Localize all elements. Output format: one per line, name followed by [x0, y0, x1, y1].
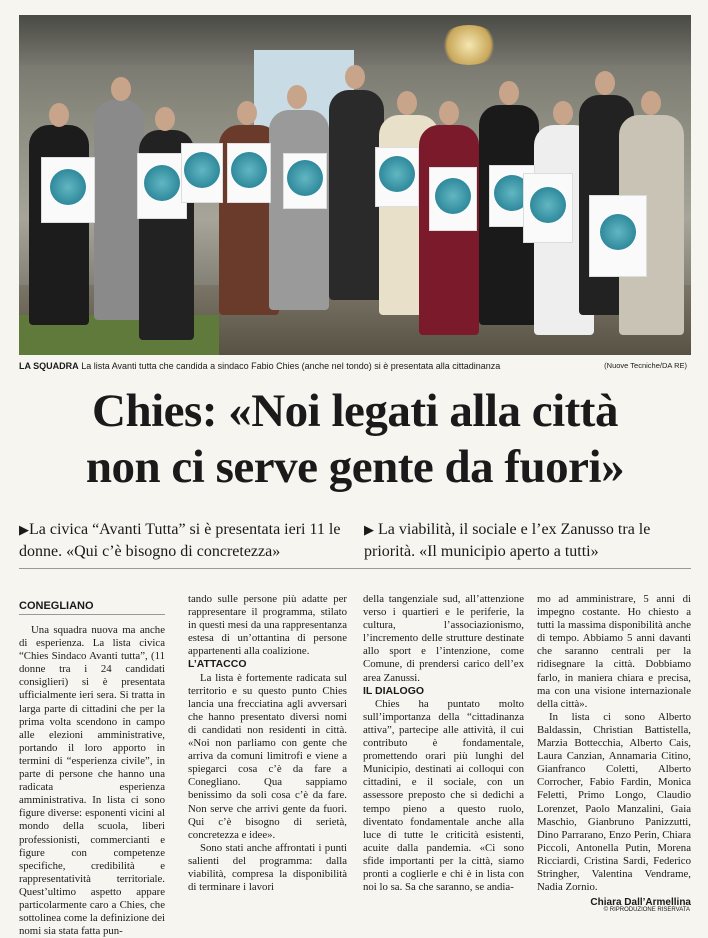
person-head [595, 71, 615, 95]
paragraph: Chies ha puntato molto sull’importanza della “cittadinanza attiva”, partecipe alle attività, il cui contributo è fondamentale, promettendo orari più lunghi del Municipio, destinati ai colloqui con cittadini, e il sociale, con un assessore preposto che si dedichi a tempo pieno a questo ruolo, diventato fondamentale anche alla luce di tutte le criticità esistenti, acuite dalla pandemia. «Ci sono sfide importanti per la città, siamo pronti a coglierle e chi è in lista con noi lo sa. Sa che saranno, se andia- [363, 697, 524, 894]
paragraph: tando sulle persone più adatte per rappresentare il programma, stilato in questi mesi da una rappresentanza estesa di un’ottantina di persone appartenenti alla coalizione. [188, 593, 347, 658]
subheading-left [19, 519, 354, 563]
article-column-4 [537, 593, 691, 909]
paragraph: Una squadra nuova ma anche di esperienza. La lista civica “Chies Sindaco Avanti tutta”, (11 donne tra i 24 candidati consiglieri) si è presentata ufficialmente ieri sera. Si tratta in larga parte di cittadini che per la prima volta scendono in campo alle elezioni amministrative, portando il loro apporto in termini di “esperienza civile”, in parte di persone che hanno una radicata esperienza amministrativa. In lista ci sono figure diverse: esponenti vicini al mondo della scuola, liberi professionisti, commercianti e figure con competenze specifiche, credibilità e rappresentatività territoriale. Quest’ultimo aspetto appare particolarmente caro a Chies, che sottolinea come la definizione dei nomi sia stata fatta pun- [19, 624, 165, 938]
author-signature: Chiara Dall’Armellina [590, 897, 691, 909]
divider [19, 568, 691, 569]
caption-label: LA SQUADRA [19, 361, 79, 371]
section-heading: L’ATTACCO [188, 658, 247, 671]
person-head [237, 101, 257, 125]
person-head [553, 101, 573, 125]
triangle-bullet-icon: ▶ [19, 522, 29, 537]
campaign-sign [137, 153, 187, 219]
article-column-2 [188, 593, 347, 894]
paragraph: Sono stati anche affrontati i punti salienti del programma: dalla viabilità, compresa la disponibilità di terminare i lavori [188, 841, 347, 894]
person-head [345, 65, 365, 89]
campaign-sign [181, 143, 223, 203]
person-head [287, 85, 307, 109]
person-head [111, 77, 131, 101]
person-head [397, 91, 417, 115]
team-photo [19, 15, 691, 355]
person-head [499, 81, 519, 105]
person [29, 125, 89, 325]
headline-line-2: non ci serve gente da fuori» [85, 441, 625, 493]
paragraph: In lista ci sono Alberto Baldassin, Christian Battistella, Marzia Bottecchia, Alberto Cais, Laura Canzian, Annamaria Citino, Gianfranco Coletti, Alberto Corrocher, Fabio Fardin, Monica Feletti, Primo Longo, Claudio Lorenzet, Paolo Manzalini, Gaia Maschio, Gianbruno Panizzutti, Dino Parrarano, Enzo Perin, Chiara Piccoli, Antonella Putin, Morena Ricciardi, Cristina Sardi, Federico Stringher, Valentina Vendrame, Nadia Zornio. [537, 710, 691, 894]
headline-line-1: Chies: «Noi legati alla città [92, 385, 618, 437]
photo-caption [19, 361, 691, 371]
campaign-sign [41, 157, 95, 223]
article-column-3 [363, 593, 524, 894]
person [269, 110, 329, 310]
photo-credit: (Nuove Tecniche/DA RE) [604, 361, 687, 370]
paragraph: mo ad amministrare, 5 anni di impegno costante. Ho chiesto a tutti la massima disponibilità anche di tempo. Abbiamo 5 anni davanti che saranno centrali per la ridisegnare la città. Dobbiamo farlo, in maniera chiara e precisa, ma con una visione internazionale della città». [537, 593, 691, 710]
person-head [641, 91, 661, 115]
person-head [49, 103, 69, 127]
campaign-sign [429, 167, 477, 231]
section-heading: IL DIALOGO [363, 684, 425, 697]
campaign-sign [589, 195, 647, 277]
campaign-sign [283, 153, 327, 209]
campaign-sign [523, 173, 573, 243]
caption-text: La lista Avanti tutta che candida a sindaco Fabio Chies (anche nel tondo) si è presentata alla cittadinanza [81, 361, 501, 371]
subheading-right [364, 519, 691, 563]
person-head [155, 107, 175, 131]
paragraph: della tangenziale sud, all’attenzione verso i quartieri e le periferie, la cultura, l’associazionismo, l’incremento delle strutture destinate allo sport e l’intenzione, come Comune, di prendersi carico dell’ex area Zanussi. [363, 593, 524, 684]
triangle-bullet-icon: ▶ [364, 522, 374, 537]
campaign-sign [227, 143, 271, 203]
kicker: CONEGLIANO [19, 600, 165, 615]
person-head [439, 101, 459, 125]
photo-ceiling [19, 15, 691, 65]
campaign-sign [375, 147, 419, 207]
article-column-1 [19, 624, 165, 938]
headline [19, 383, 691, 495]
paragraph: La lista è fortemente radicata sul territorio e su questo punto Chies lancia una frecciatina agli avversari che hanno presentato diversi nomi di candidati non residenti in città. «Noi non parliamo con gente che arriva da comuni limitrofi e viene a spiegarci cosa c’è da fare a Conegliano. Qua sappiamo benissimo da soli cosa c’è da fare. Non serve che arrivi gente da fuori. Qui c’è bisogno di serietà, concretezza e idee». [188, 671, 347, 841]
subheading-right-text: La viabilità, il sociale e l’ex Zanusso tra le priorità. «Il municipio aperto a tutti» [364, 521, 651, 560]
chandelier [439, 25, 499, 65]
copyright-notice: © RIPRODUZIONE RISERVATA [603, 907, 690, 913]
subheading-left-text: La civica “Avanti Tutta” si è presentata ieri 11 le donne. «Qui c’è bisogno di concretezza» [19, 521, 341, 560]
